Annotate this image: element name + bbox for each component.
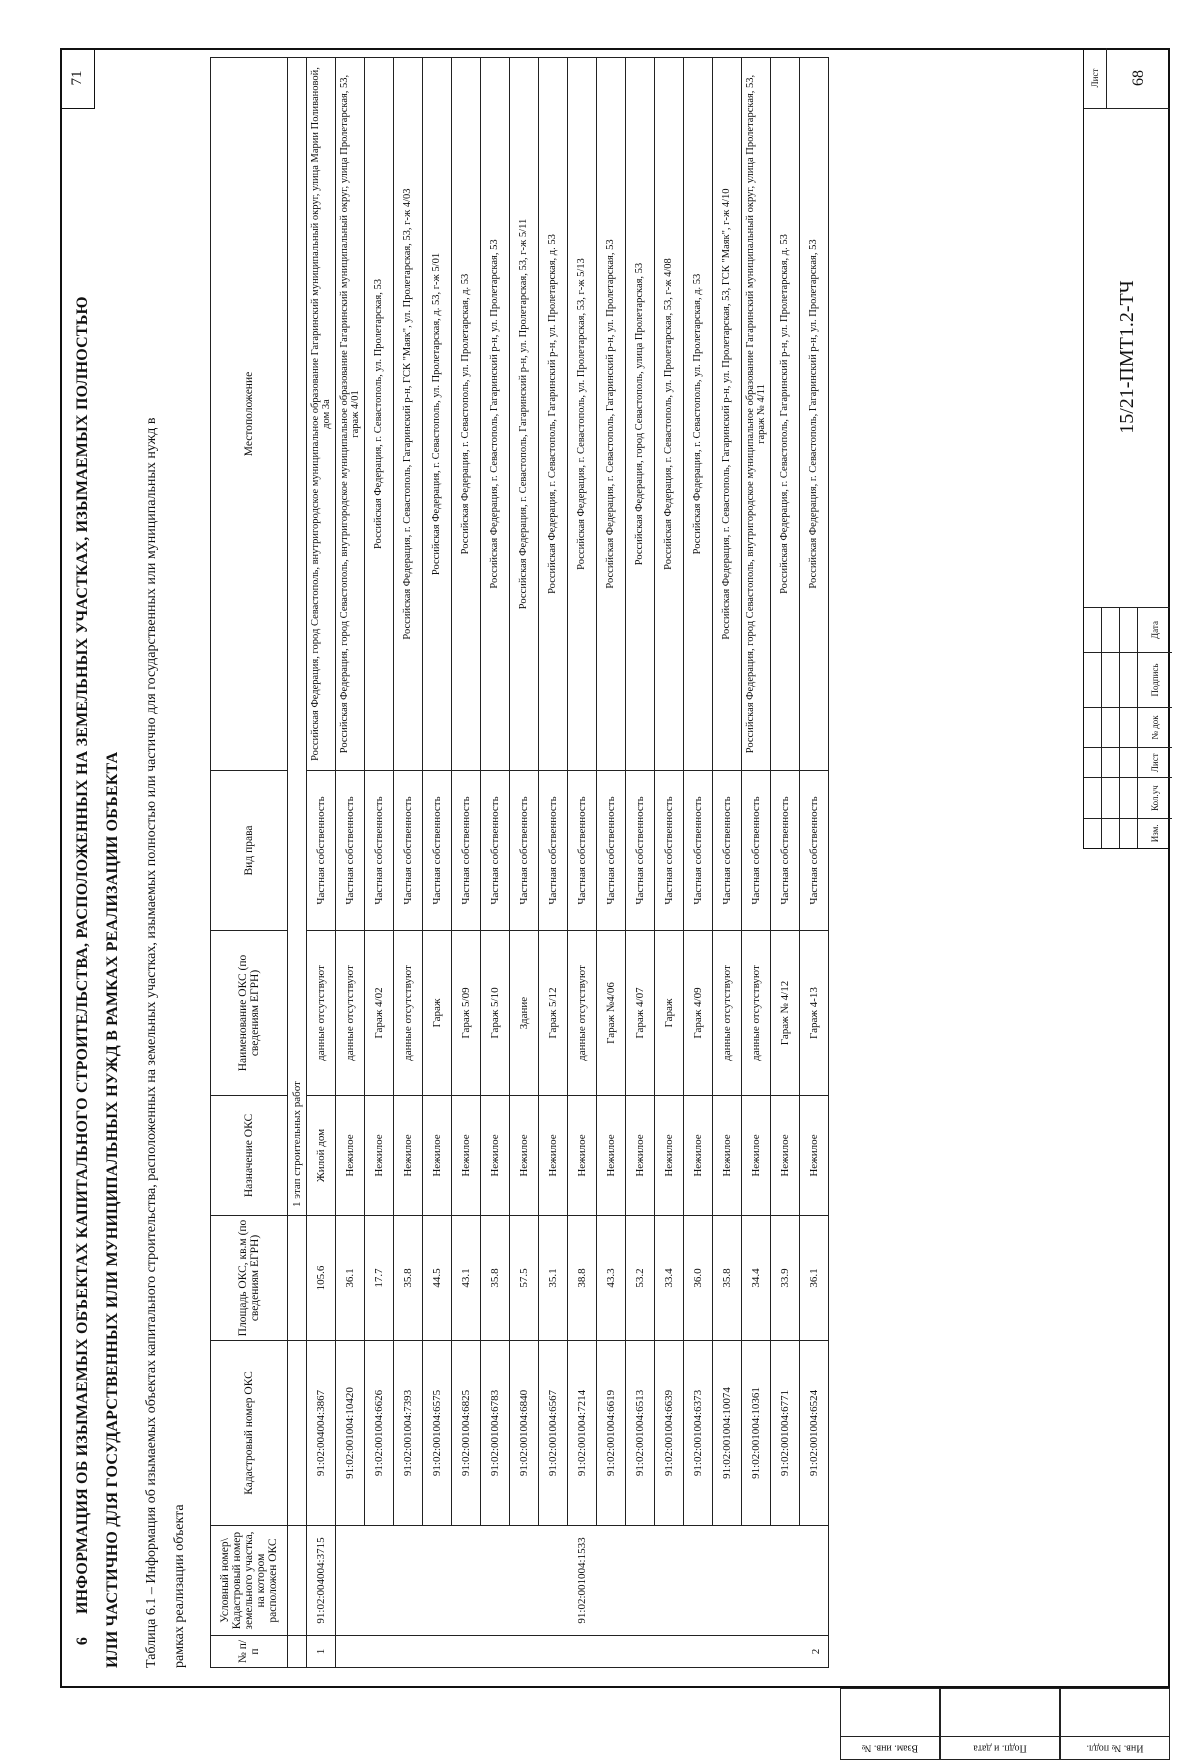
table-row — [568, 58, 597, 1668]
caption-line-2: рамках реализации объекта — [172, 1504, 187, 1668]
heading-line-2: ИЛИ ЧАСТИЧНО ДЛЯ ГОСУДАРСТВЕННЫХ ИЛИ МУНИЦИПАЛЬНЫХ НУЖД В РАМКАХ РЕАЛИЗАЦИИ ОБЪЕКТА — [104, 751, 121, 1668]
cell-purpose: Нежилое — [684, 1096, 713, 1216]
cell-purpose: Нежилое — [452, 1096, 481, 1216]
cell-right: Частная собственность — [307, 771, 336, 931]
cell-cadastral: 91:02:001004:6639 — [655, 1341, 684, 1526]
table-row — [713, 58, 742, 1668]
cell-name: данные отсутствуют — [394, 931, 423, 1096]
cell-location: Российская Федерация, г. Севастополь, Гагаринский р-н, ул. Пролетарская, 53 — [597, 58, 626, 771]
cell-name: Здание — [510, 931, 539, 1096]
table-row — [684, 58, 713, 1668]
stamp-label-data: Дата — [1150, 621, 1160, 639]
cell-location: Российская Федерация, г. Севастополь, ул. Пролетарская, д. 53 — [452, 58, 481, 771]
table-row — [307, 58, 336, 1668]
stage-label: 1 этап строительных работ — [288, 58, 307, 1216]
header-area: Площадь ОКС, кв.м (по сведениям ЕГРН) — [211, 1216, 288, 1341]
stamp-grid-cell — [1102, 608, 1119, 652]
cell-cadastral: 91:02:001004:10074 — [713, 1341, 742, 1526]
cell-area: 43.3 — [597, 1216, 626, 1341]
cell-area: 35.8 — [713, 1216, 742, 1341]
cell-cadastral: 91:02:001004:6626 — [365, 1341, 394, 1526]
cell-area: 36.1 — [336, 1216, 365, 1341]
table-row — [423, 58, 452, 1668]
cell-purpose: Нежилое — [713, 1096, 742, 1216]
stamp-grid-cell — [1102, 747, 1119, 777]
binding-cell-inv — [1060, 1688, 1170, 1760]
stamp-grid-cell — [1084, 608, 1101, 652]
cell-area: 35.8 — [394, 1216, 423, 1341]
cell-area: 36.1 — [800, 1216, 829, 1341]
cell-location: Российская Федерация, город Севастополь, улица Пролетарская, 53 — [626, 58, 655, 771]
table-row — [742, 58, 771, 1668]
cell-cadastral: 91:02:001004:6825 — [452, 1341, 481, 1526]
stage-empty-cell — [288, 1526, 307, 1636]
cell-area: 44.5 — [423, 1216, 452, 1341]
stamp-grid-row — [1120, 608, 1138, 848]
stamp-grid-cell — [1120, 747, 1137, 777]
section-heading — [68, 128, 128, 1668]
table-row — [539, 58, 568, 1668]
cell-area: 34.4 — [742, 1216, 771, 1341]
binding-cell-podp — [940, 1688, 1060, 1760]
header-location: Местоположение — [211, 58, 288, 771]
cell-cadastral: 91:02:001004:6840 — [510, 1341, 539, 1526]
table-row — [510, 58, 539, 1668]
binding-label-vzam: Взам. инв. № — [861, 1742, 919, 1754]
stamp-grid-cell — [1120, 818, 1137, 848]
stage-empty-cell — [288, 1341, 307, 1526]
stamp-label-row — [1138, 608, 1172, 848]
binding-label-cell — [1061, 1736, 1169, 1759]
cell-right: Частная собственность — [655, 771, 684, 931]
binding-label-inv: Инв. № подл. — [1086, 1742, 1144, 1754]
cell-name: Гараж — [423, 931, 452, 1096]
table-row — [365, 58, 394, 1668]
cell-cadastral: 91:02:001004:7393 — [394, 1341, 423, 1526]
cell-purpose: Нежилое — [336, 1096, 365, 1216]
cell-cadastral: 91:02:001004:6783 — [481, 1341, 510, 1526]
cell-location: Российская Федерация, г. Севастополь, ул. Пролетарская, 53, г-ж 4/08 — [655, 58, 684, 771]
cell-right: Частная собственность — [423, 771, 452, 931]
table-row — [394, 58, 423, 1668]
cell-right: Частная собственность — [365, 771, 394, 931]
cell-right: Частная собственность — [539, 771, 568, 931]
cell-parcel: 91:02:004004:3715 — [307, 1526, 336, 1636]
cell-right: Частная собственность — [597, 771, 626, 931]
cell-purpose: Нежилое — [394, 1096, 423, 1216]
cell-location: Российская Федерация, город Севастополь, внутригородское муниципальное образование Гагаринский муниципальный округ, улица Марии Поливановой, дом 3а — [307, 58, 336, 771]
stamp-grid-cell — [1084, 652, 1101, 707]
cell-cadastral: 91:02:001004:10420 — [336, 1341, 365, 1526]
cell-location: Российская Федерация, г. Севастополь, ул. Пролетарская, 53, г-ж 5/13 — [568, 58, 597, 771]
binding-label-podp: Подп. и дата — [973, 1742, 1027, 1754]
sheet-number: 68 — [1130, 70, 1147, 86]
stamp-grid-cell — [1102, 707, 1119, 747]
page-number: 71 — [60, 48, 95, 109]
header-num: № п/п — [211, 1636, 288, 1668]
cell-cadastral: 91:02:004004:3867 — [307, 1341, 336, 1526]
stamp-grid-cell — [1120, 707, 1137, 747]
header-right: Вид права — [211, 771, 288, 931]
cell-location: Российская Федерация, г. Севастополь, Гагаринский р-н, ул. Пролетарская, д. 53 — [539, 58, 568, 771]
cell-right: Частная собственность — [568, 771, 597, 931]
cell-purpose: Нежилое — [771, 1096, 800, 1216]
cell-parcel: 91:02:001004:1533 — [336, 1526, 829, 1636]
stamp-label-list: Лист — [1138, 747, 1172, 777]
stamp-grid-cell — [1120, 777, 1137, 817]
cell-right: Частная собственность — [452, 771, 481, 931]
caption-line-1: Таблица 6.1 – Информация об изымаемых объектах капитального строительства, расположенных на земельных участках, изымаемых полностью или частично для государственных или муниципальных нужд в — [144, 417, 159, 1668]
title-block-stamp — [1083, 48, 1170, 849]
sheet-label: Лист — [1084, 48, 1107, 108]
header-name: Наименование ОКС (по сведениям ЕГРН) — [211, 931, 288, 1096]
cell-name: Гараж 5/12 — [539, 931, 568, 1096]
cell-location: Российская Федерация, г. Севастополь, Гагаринский р-н, ГСК "Маяк", ул. Пролетарская, 53, г-ж 4/03 — [394, 58, 423, 771]
cell-location: Российская Федерация, г. Севастополь, Гагаринский р-н, ул. Пролетарская, 53, г-ж 5/11 — [510, 58, 539, 771]
cell-name: Гараж — [655, 931, 684, 1096]
binding-strip — [840, 1688, 1170, 1760]
heading-line-1: ИНФОРМАЦИЯ ОБ ИЗЫМАЕМЫХ ОБЪЕКТАХ КАПИТАЛЬНОГО СТРОИТЕЛЬСТВА, РАСПОЛОЖЕННЫХ НА ЗЕМЕЛЬНЫХ УЧАСТКАХ, ИЗЫМАЕМЫХ ПОЛНОСТЬЮ — [74, 296, 91, 1614]
table-row — [771, 58, 800, 1668]
cell-location: Российская Федерация, город Севастополь, внутригородское муниципальное образование Гагаринский муниципальный округ, улица Пролетарская, 53, гараж 4/01 — [336, 58, 365, 771]
stamp-grid-cell — [1102, 652, 1119, 707]
table-row — [626, 58, 655, 1668]
cell-purpose: Нежилое — [800, 1096, 829, 1216]
cell-purpose: Нежилое — [626, 1096, 655, 1216]
cell-purpose: Нежилое — [597, 1096, 626, 1216]
cell-name: данные отсутствуют — [336, 931, 365, 1096]
cell-right: Частная собственность — [684, 771, 713, 931]
table-row — [481, 58, 510, 1668]
stamp-grid-cell — [1120, 652, 1137, 707]
cell-purpose: Нежилое — [423, 1096, 452, 1216]
table-row — [800, 58, 829, 1668]
cell-purpose: Нежилое — [568, 1096, 597, 1216]
cell-location: Российская Федерация, г. Севастополь, Гагаринский р-н, ул. Пролетарская, 53 — [481, 58, 510, 771]
cell-name: данные отсутствуют — [742, 931, 771, 1096]
cell-cadastral: 91:02:001004:6619 — [597, 1341, 626, 1526]
cell-area: 35.1 — [539, 1216, 568, 1341]
cell-right: Частная собственность — [510, 771, 539, 931]
table-row — [336, 58, 365, 1668]
cell-area: 53.2 — [626, 1216, 655, 1341]
cell-name: Гараж 4-13 — [800, 931, 829, 1096]
cell-right: Частная собственность — [626, 771, 655, 931]
cell-purpose: Нежилое — [539, 1096, 568, 1216]
cell-cadastral: 91:02:001004:6575 — [423, 1341, 452, 1526]
cell-cadastral: 91:02:001004:6567 — [539, 1341, 568, 1526]
stage-empty-cell — [288, 1216, 307, 1341]
seizure-table-wrapper — [210, 58, 829, 1668]
stamp-grid-cell — [1084, 707, 1101, 747]
cell-right: Частная собственность — [336, 771, 365, 931]
cell-area: 57.5 — [510, 1216, 539, 1341]
stamp-grid-cell — [1084, 747, 1101, 777]
cell-area: 33.4 — [655, 1216, 684, 1341]
cell-right: Частная собственность — [481, 771, 510, 931]
binding-cell-vzam — [840, 1688, 940, 1760]
cell-area: 33.9 — [771, 1216, 800, 1341]
cell-purpose: Нежилое — [510, 1096, 539, 1216]
cell-right: Частная собственность — [394, 771, 423, 931]
stage-empty-cell — [288, 1636, 307, 1668]
cell-name: Гараж 5/10 — [481, 931, 510, 1096]
stamp-grid-cell — [1084, 818, 1101, 848]
cell-location: Российская Федерация, г. Севастополь, ул. Пролетарская, 53 — [365, 58, 394, 771]
cell-purpose: Нежилое — [365, 1096, 394, 1216]
cell-name: Гараж № 4/12 — [771, 931, 800, 1096]
stamp-grid-cell — [1084, 777, 1101, 817]
header-cadastral: Кадастровый номер ОКС — [211, 1341, 288, 1526]
cell-right: Частная собственность — [771, 771, 800, 931]
stamp-label-podpis: Подпись — [1138, 652, 1172, 707]
cell-location: Российская Федерация, город Севастополь, внутригородское муниципальное образование Гагаринский муниципальный округ, улица Пролетарская, 53, гараж № 4/11 — [742, 58, 771, 771]
seizure-table — [210, 57, 829, 1668]
cell-cadastral: 91:02:001004:10361 — [742, 1341, 771, 1526]
document-sheet — [60, 48, 1170, 1754]
section-number: 6 — [74, 1636, 91, 1646]
stamp-grid-row — [1102, 608, 1120, 848]
stamp-label-koluch: Кол.уч — [1138, 777, 1172, 817]
table-row — [452, 58, 481, 1668]
cell-purpose: Нежилое — [481, 1096, 510, 1216]
cell-name: Гараж 4/09 — [684, 931, 713, 1096]
cell-area: 36.0 — [684, 1216, 713, 1341]
header-purpose: Назначение ОКС — [211, 1096, 288, 1216]
stage-row — [288, 58, 307, 1668]
cell-name: Гараж №4/06 — [597, 931, 626, 1096]
cell-area: 17.7 — [365, 1216, 394, 1341]
cell-cadastral: 91:02:001004:6513 — [626, 1341, 655, 1526]
document-code: 15/21-ПМТ1.2-ТЧ — [1084, 107, 1170, 608]
stamp-grid-cell — [1120, 608, 1137, 652]
cell-cadastral: 91:02:001004:6524 — [800, 1341, 829, 1526]
sheet-number-box — [1084, 48, 1170, 109]
stamp-grid-row — [1084, 608, 1102, 848]
cell-purpose: Нежилое — [655, 1096, 684, 1216]
cell-cadastral: 91:02:001004:7214 — [568, 1341, 597, 1526]
cell-location: Российская Федерация, г. Севастополь, ул. Пролетарская, д. 53 — [684, 58, 713, 771]
cell-area: 105.6 — [307, 1216, 336, 1341]
cell-num: 1 — [307, 1636, 336, 1668]
cell-num: 2 — [336, 1636, 829, 1668]
stamp-revision-grid — [1084, 608, 1170, 848]
cell-name: данные отсутствуют — [307, 931, 336, 1096]
cell-purpose: Жилой дом — [307, 1096, 336, 1216]
table-row — [655, 58, 684, 1668]
cell-name: данные отсутствуют — [568, 931, 597, 1096]
header-parcel: Условный номер\ Кадастровый номер земельного участка, на котором расположен ОКС — [211, 1526, 288, 1636]
cell-name: Гараж 4/07 — [626, 931, 655, 1096]
binding-label-cell — [941, 1736, 1059, 1759]
cell-purpose: Нежилое — [742, 1096, 771, 1216]
cell-name: Гараж 4/02 — [365, 931, 394, 1096]
stamp-label-izm: Изм. — [1138, 818, 1172, 848]
stamp-label-ndok: № док — [1138, 707, 1172, 747]
cell-area: 35.8 — [481, 1216, 510, 1341]
binding-label-cell — [841, 1736, 939, 1759]
stamp-grid-cell — [1102, 777, 1119, 817]
cell-cadastral: 91:02:001004:6771 — [771, 1341, 800, 1526]
cell-cadastral: 91:02:001004:6373 — [684, 1341, 713, 1526]
cell-location: Российская Федерация, г. Севастополь, Гагаринский р-н, ул. Пролетарская, 53 — [800, 58, 829, 771]
cell-area: 38.8 — [568, 1216, 597, 1341]
stamp-grid-cell — [1102, 818, 1119, 848]
cell-location: Российская Федерация, г. Севастополь, Гагаринский р-н, ул. Пролетарская, 53, ГСК "Маяк", г-ж 4/10 — [713, 58, 742, 771]
table-header-row — [211, 58, 288, 1668]
cell-name: данные отсутствуют — [713, 931, 742, 1096]
cell-right: Частная собственность — [713, 771, 742, 931]
cell-right: Частная собственность — [742, 771, 771, 931]
cell-area: 43.1 — [452, 1216, 481, 1341]
cell-right: Частная собственность — [800, 771, 829, 931]
cell-location: Российская Федерация, г. Севастополь, ул. Пролетарская, д. 53, г-ж 5/01 — [423, 58, 452, 771]
cell-location: Российская Федерация, г. Севастополь, Гагаринский р-н, ул. Пролетарская, д. 53 — [771, 58, 800, 771]
table-caption — [138, 88, 194, 1668]
cell-name: Гараж 5/09 — [452, 931, 481, 1096]
table-row — [597, 58, 626, 1668]
